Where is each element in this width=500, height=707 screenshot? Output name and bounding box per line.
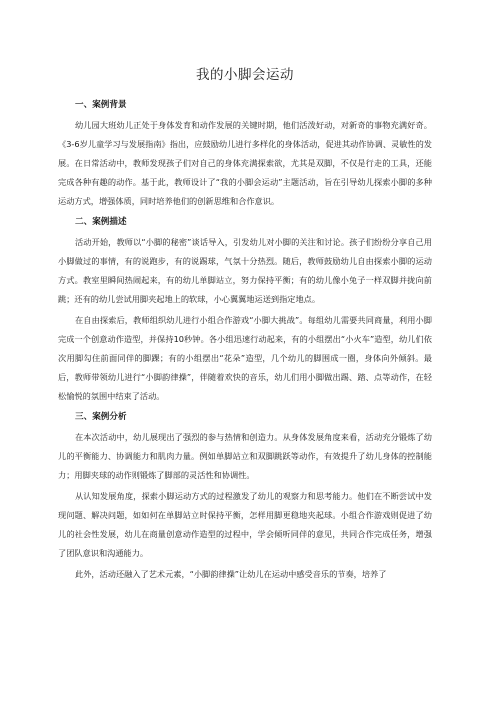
paragraph: 幼儿园大班幼儿正处于身体发育和动作发展的关键时期，他们活泼好动，对新奇的事物充满好奇。《3-6岁儿童学习与发展指南》指出，应鼓励幼儿进行多样化的身体活动，促进其动作协调、灵敏性的发展。在日常活动中，教师发现孩子们对自己的身体充满探索欲，尤其是双脚，不仅是行走的工具，还能完成各种有趣的动作。基于此，教师设计了“我的小脚会运动”主题活动，旨在引导幼儿探索小脚的多种运动方式，增强体质，同时培养他们的创新思维和合作意识。: [58, 120, 432, 206]
section-description: [58, 215, 432, 406]
paragraph: 从认知发展角度，探索小脚运动方式的过程激发了幼儿的观察力和思考能力。他们在不断尝试中发现问题、解决问题，如如何在单脚站立时保持平衡，怎样用脚更稳地夹起球。小组合作游戏则促进了幼儿的社会性发展，幼儿在商量创意动作造型的过程中，学会倾听同伴的意见，共同合作完成任务，增强了团队意识和沟通能力。: [58, 491, 432, 558]
document-title: 我的小脚会运动: [196, 67, 294, 83]
section-heading: 二、案例描述: [75, 217, 127, 227]
paragraph: 在自由探索后，教师组织幼儿进行小组合作游戏“小脚大挑战”。每组幼儿需要共同商量，利用小脚完成一个创意动作造型，并保持10秒钟。各小组迅速行动起来，有的小组摆出“小火车”造型，幼儿们依次用脚勾住前面同伴的脚踝；有的小组摆出“花朵”造型，几个幼儿的脚围成一圈，身体向外倾斜。最后，教师带领幼儿进行“小脚韵律操”，伴随着欢快的音乐，幼儿们用小脚做出踢、踏、点等动作，在轻松愉悦的氛围中结束了活动。: [58, 315, 432, 401]
section-analysis: [58, 410, 432, 584]
paragraph: 活动开始，教师以“小脚的秘密”谈话导入，引发幼儿对小脚的关注和讨论。孩子们纷纷分享自己用小脚做过的事情，有的说跑步，有的说踢球，气氛十分热烈。随后，教师鼓励幼儿自由探索小脚的运动方式。教室里瞬间热闹起来，有的幼儿单脚站立，努力保持平衡；有的幼儿像小兔子一样双脚并拢向前跳；还有的幼儿尝试用脚夹起地上的软球，小心翼翼地运送到指定地点。: [58, 237, 432, 304]
section-heading: 一、案例背景: [75, 100, 127, 110]
section-background: [58, 98, 432, 211]
section-heading: 三、案例分析: [75, 412, 127, 422]
paragraph: 在本次活动中，幼儿展现出了强烈的参与热情和创造力。从身体发展角度来看，活动充分锻炼了幼儿的平衡能力、协调能力和肌肉力量。例如单脚站立和双脚跳跃等动作，有效提升了幼儿身体的控制能力；用脚夹球的动作则锻炼了脚部的灵活性和协调性。: [58, 432, 432, 480]
paragraph: 此外，活动还融入了艺术元素，“小脚韵律操”让幼儿在运动中感受音乐的节奏，培养了: [75, 569, 387, 579]
